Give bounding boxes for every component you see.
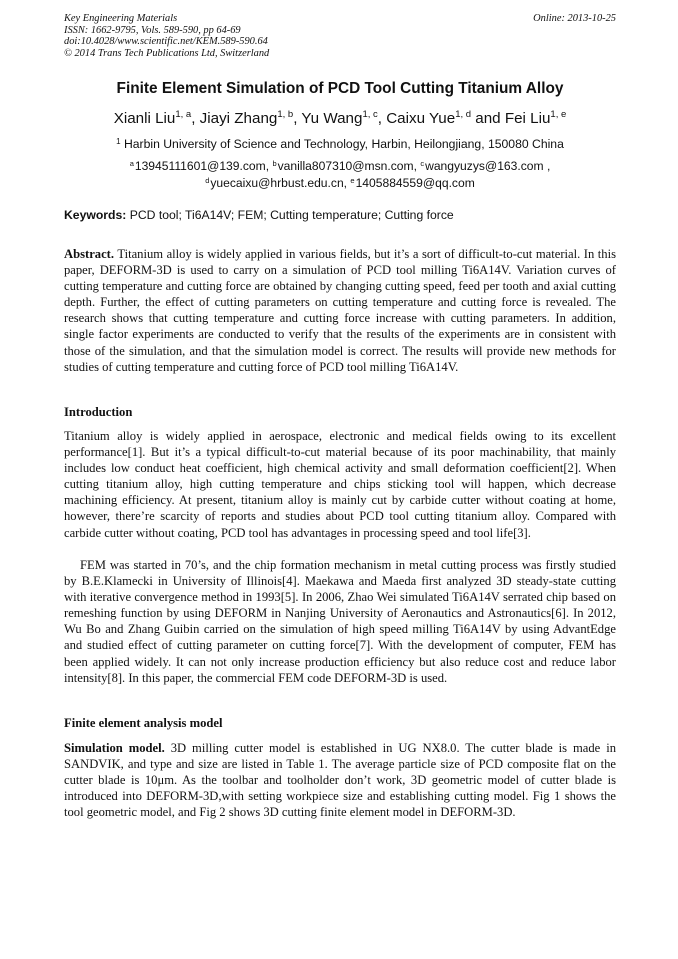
author-name: Jiayi Zhang [199,110,278,127]
email-marker-b: b [272,159,277,168]
journal-header [64,13,616,59]
introduction-paragraph-2: FEM was started in 70’s, and the chip formation mechanism in metal cutting process was firstly studied by B.E.Klamecki in University of Illinois[4]. Maekawa and Maeda first analyzed 3D steady-state cutting with iterative convergence method in 1993[5]. In 2006, Zhao Wei simulated Ti6A14V serrated chip based on remeshing function by using DEFORM in Nanjing University of Aeronautics and Astronautics[6]. In 2012, Wu Bo and Zhang Guibin carried on the simulation of high speed milling Ti6A14V by using AdvantEdge and studied effect of cutting parameter on cutting force[7]. With the development of computer, FEM has been applied widely. It can not only increase production efficiency but also reduce cost and reduce labor intensity[8]. In this paper, the commercial FEM code DEFORM-3D is used. [64,558,616,685]
email-b[interactable]: vanilla807310@msn.com, [277,159,417,173]
doi-line: doi:10.4028/www.scientific.net/KEM.589-590.64 [64,36,268,47]
journal-name: Key Engineering Materials [64,13,178,24]
email-marker-e: e [350,176,355,185]
author-separator: , [191,110,200,127]
author-separator: , [377,110,387,127]
abstract-text: Titanium alloy is widely applied in various fields, but it’s a sort of difficult-to-cut material. In this paper, DEFORM-3D is used to carry on a simulation of PCD tool milling Ti6A14V. Variation curves of cutting temperature and cutting force are obtained by changing cutting speed, feed per tooth and axial cutting depth. Further, the effect of cutting parameters on cutting temperature and cutting force is revealed. The research shows that cutting temperature and cutting force increase with cutting parameters. In addition, single factor experiments are conducted to verify that the results of the experiments are in consistent with those of the simulation, and that the simulation model is correct. The results will provide new methods for studies of cutting temperature and cutting force of PCD tool milling Ti6A14V. [64,247,617,374]
affiliation [64,137,616,151]
simulation-model-text: 3D milling cutter model is established in UG NX8.0. The cutter blade is made in SANDVIK, and type and size are listed in Table 1. The average particle size of PCD composite flat on the cutter blade is 10μm. As the toolbar and toolholder don’t work, 3D geometric model of cutter blade is introduced into DEFORM-3D,with setting workpiece size and establishing cutting model. Fig 1 shows the tool geometric model, and Fig 2 shows 3D cutting finite element model in DEFORM-3D. [64,741,617,820]
author-superscript: 1, e [550,109,567,120]
affiliation-superscript: 1 [116,137,121,146]
author-name: Fei Liu [504,110,551,127]
introduction-paragraph-1: Titanium alloy is widely applied in aerospace, electronic and medical fields owing to its excellent performance[1]. But it’s a typical difficult-to-cut material because of its poor machinability, that mainly includes low conduct heat coefficient, high chemical activity and small deformation coefficient[2]. When cutting titanium alloy, high cutting temperature and chips sticking tool will happen, which decrease machining efficiency. At present, titanium alloy is mainly cut by carbide cutter without coating at home, however, there’re scarcity of reports and studies about PCD tool cutting titanium alloy. Compared with carbide cutter without coating, PCD tool has advantages in processing speed and tool life[3]. [64,429,616,540]
abstract-label: Abstract. [64,247,115,261]
issn-line: ISSN: 1662-9795, Vols. 589-590, pp 64-69 [64,24,241,36]
introduction-heading: Introduction [64,405,133,419]
keywords [64,208,616,222]
keywords-label: Keywords: [64,208,127,222]
author-superscript: 1, a [175,109,192,120]
author-separator: and [471,110,505,127]
email-marker-d: d [205,176,210,185]
simulation-model-paragraph [64,740,616,820]
author-superscript: 1, c [362,109,378,120]
online-date: Online: 2013-10-25 [533,13,616,24]
copyright-line: © 2014 Trans Tech Publications Ltd, Switzerland [64,47,270,59]
email-e[interactable]: 1405884559@qq.com [355,176,475,190]
abstract [64,246,616,375]
author-superscript: 1, d [455,109,472,120]
keywords-text: PCD tool; Ti6A14V; FEM; Cutting temperature; Cutting force [129,208,454,222]
author-name: Caixu Yue [386,110,456,127]
email-marker-a: a [129,159,134,168]
email-marker-c: c [420,159,425,168]
fea-heading: Finite element analysis model [64,716,223,730]
author-separator: , [293,110,302,127]
author-list [64,110,616,127]
author-superscript: 1, b [277,109,294,120]
email-d[interactable]: yuecaixu@hrbust.edu.cn, [210,176,348,190]
affiliation-text: Harbin University of Science and Technology, Harbin, Heilongjiang, 150080 China [123,137,564,151]
email-line-2 [64,175,616,192]
email-line-1 [64,158,616,175]
author-emails [64,158,616,192]
paper-title: Finite Element Simulation of PCD Tool Cutting Titanium Alloy [116,80,564,97]
simulation-model-label: Simulation model. [64,741,165,755]
author-name: Yu Wang [301,110,363,127]
email-a[interactable]: 13945111601@139.com, [134,159,270,173]
email-c[interactable]: wangyuzys@163.com , [425,159,551,173]
author-name: Xianli Liu [113,110,176,127]
